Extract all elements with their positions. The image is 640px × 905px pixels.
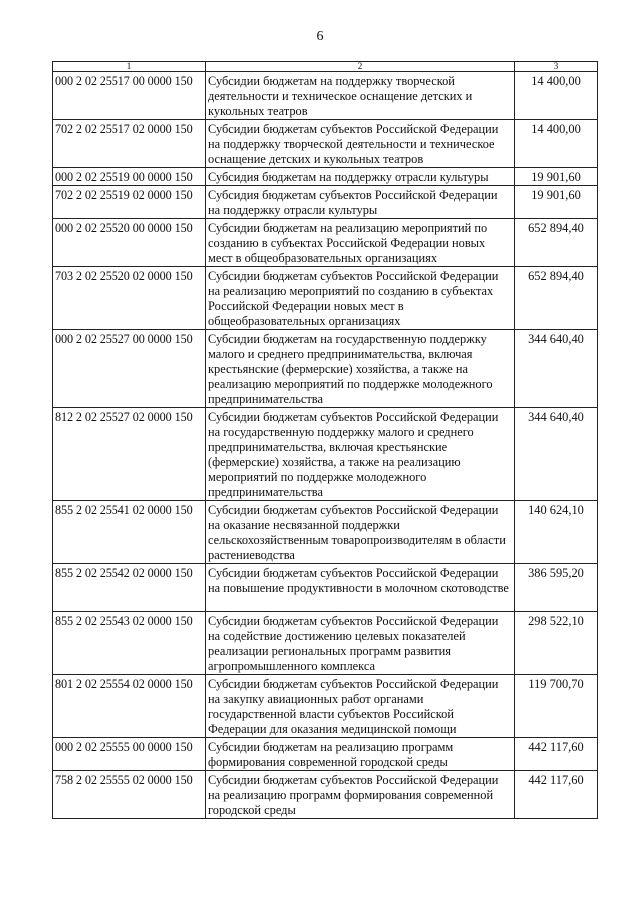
row-code: 702 2 02 25519 02 0000 150 <box>53 186 206 219</box>
table-row <box>53 771 598 819</box>
table-row <box>53 330 598 408</box>
table-row <box>53 501 598 564</box>
row-code: 000 2 02 25519 00 0000 150 <box>53 168 206 186</box>
row-name: Субсидии бюджетам субъектов Российской Федерации на поддержку творческой деятельности и техническое оснащение детских и кукольных театров <box>206 120 515 168</box>
row-amount: 344 640,40 <box>515 330 598 408</box>
column-header-amount: 3 <box>515 62 598 72</box>
row-code: 702 2 02 25517 02 0000 150 <box>53 120 206 168</box>
row-code: 000 2 02 25555 00 0000 150 <box>53 738 206 771</box>
table-row <box>53 564 598 612</box>
row-name: Субсидии бюджетам субъектов Российской Федерации на закупку авиационных работ органами государственной власти субъектов Российской Федерации для оказания медицинской помощи <box>206 675 515 738</box>
page-number: 6 <box>316 29 324 44</box>
row-name: Субсидия бюджетам субъектов Российской Федерации на поддержку отрасли культуры <box>206 186 515 219</box>
table-row <box>53 219 598 267</box>
row-code: 855 2 02 25541 02 0000 150 <box>53 501 206 564</box>
row-name: Субсидия бюджетам на поддержку отрасли культуры <box>206 168 515 186</box>
row-name: Субсидии бюджетам субъектов Российской Федерации на государственную поддержку малого и среднего предпринимательства, включая крестьянские (фермерские) хозяйства, а также на реализацию мероприятий по поддержке молодежного предпринимательства <box>206 408 515 501</box>
row-code: 812 2 02 25527 02 0000 150 <box>53 408 206 501</box>
table-row <box>53 267 598 330</box>
row-amount: 140 624,10 <box>515 501 598 564</box>
row-name: Субсидии бюджетам на государственную поддержку малого и среднего предпринимательства, включая крестьянские (фермерские) хозяйства, а также на реализацию мероприятий по поддержке молодежного предпринимательства <box>206 330 515 408</box>
table-row <box>53 120 598 168</box>
row-name: Субсидии бюджетам субъектов Российской Федерации на реализацию мероприятий по созданию в субъектах Российской Федерации новых мест в общеобразовательных организациях <box>206 267 515 330</box>
row-amount: 119 700,70 <box>515 675 598 738</box>
row-amount: 652 894,40 <box>515 219 598 267</box>
table-header-row <box>53 62 598 72</box>
row-code: 801 2 02 25554 02 0000 150 <box>53 675 206 738</box>
table-row <box>53 168 598 186</box>
row-name: Субсидии бюджетам субъектов Российской Федерации на повышение продуктивности в молочном скотоводстве <box>206 564 515 612</box>
row-name: Субсидии бюджетам на поддержку творческой деятельности и техническое оснащение детских и кукольных театров <box>206 72 515 120</box>
table-row <box>53 186 598 219</box>
table-row <box>53 675 598 738</box>
row-code: 855 2 02 25543 02 0000 150 <box>53 612 206 675</box>
column-header-code: 1 <box>53 62 206 72</box>
row-amount: 14 400,00 <box>515 72 598 120</box>
row-code: 000 2 02 25517 00 0000 150 <box>53 72 206 120</box>
row-amount: 386 595,20 <box>515 564 598 612</box>
row-code: 703 2 02 25520 02 0000 150 <box>53 267 206 330</box>
table-row <box>53 72 598 120</box>
row-amount: 442 117,60 <box>515 738 598 771</box>
row-amount: 19 901,60 <box>515 186 598 219</box>
row-amount: 298 522,10 <box>515 612 598 675</box>
row-amount: 14 400,00 <box>515 120 598 168</box>
budget-table <box>52 61 598 819</box>
row-name: Субсидии бюджетам субъектов Российской Федерации на содействие достижению целевых показателей реализации региональных программ развития агропромышленного комплекса <box>206 612 515 675</box>
row-code: 855 2 02 25542 02 0000 150 <box>53 564 206 612</box>
row-name: Субсидии бюджетам на реализацию программ формирования современной городской среды <box>206 738 515 771</box>
column-header-name: 2 <box>206 62 515 72</box>
row-code: 000 2 02 25520 00 0000 150 <box>53 219 206 267</box>
row-amount: 19 901,60 <box>515 168 598 186</box>
row-name: Субсидии бюджетам субъектов Российской Федерации на оказание несвязанной поддержки сельскохозяйственным товаропроизводителям в области растениеводства <box>206 501 515 564</box>
row-amount: 344 640,40 <box>515 408 598 501</box>
row-code: 758 2 02 25555 02 0000 150 <box>53 771 206 819</box>
table-row <box>53 612 598 675</box>
row-amount: 652 894,40 <box>515 267 598 330</box>
row-name: Субсидии бюджетам на реализацию мероприятий по созданию в субъектах Российской Федерации новых мест в общеобразовательных организациях <box>206 219 515 267</box>
table-row <box>53 408 598 501</box>
row-amount: 442 117,60 <box>515 771 598 819</box>
row-name: Субсидии бюджетам субъектов Российской Федерации на реализацию программ формирования современной городской среды <box>206 771 515 819</box>
row-code: 000 2 02 25527 00 0000 150 <box>53 330 206 408</box>
table-row <box>53 738 598 771</box>
